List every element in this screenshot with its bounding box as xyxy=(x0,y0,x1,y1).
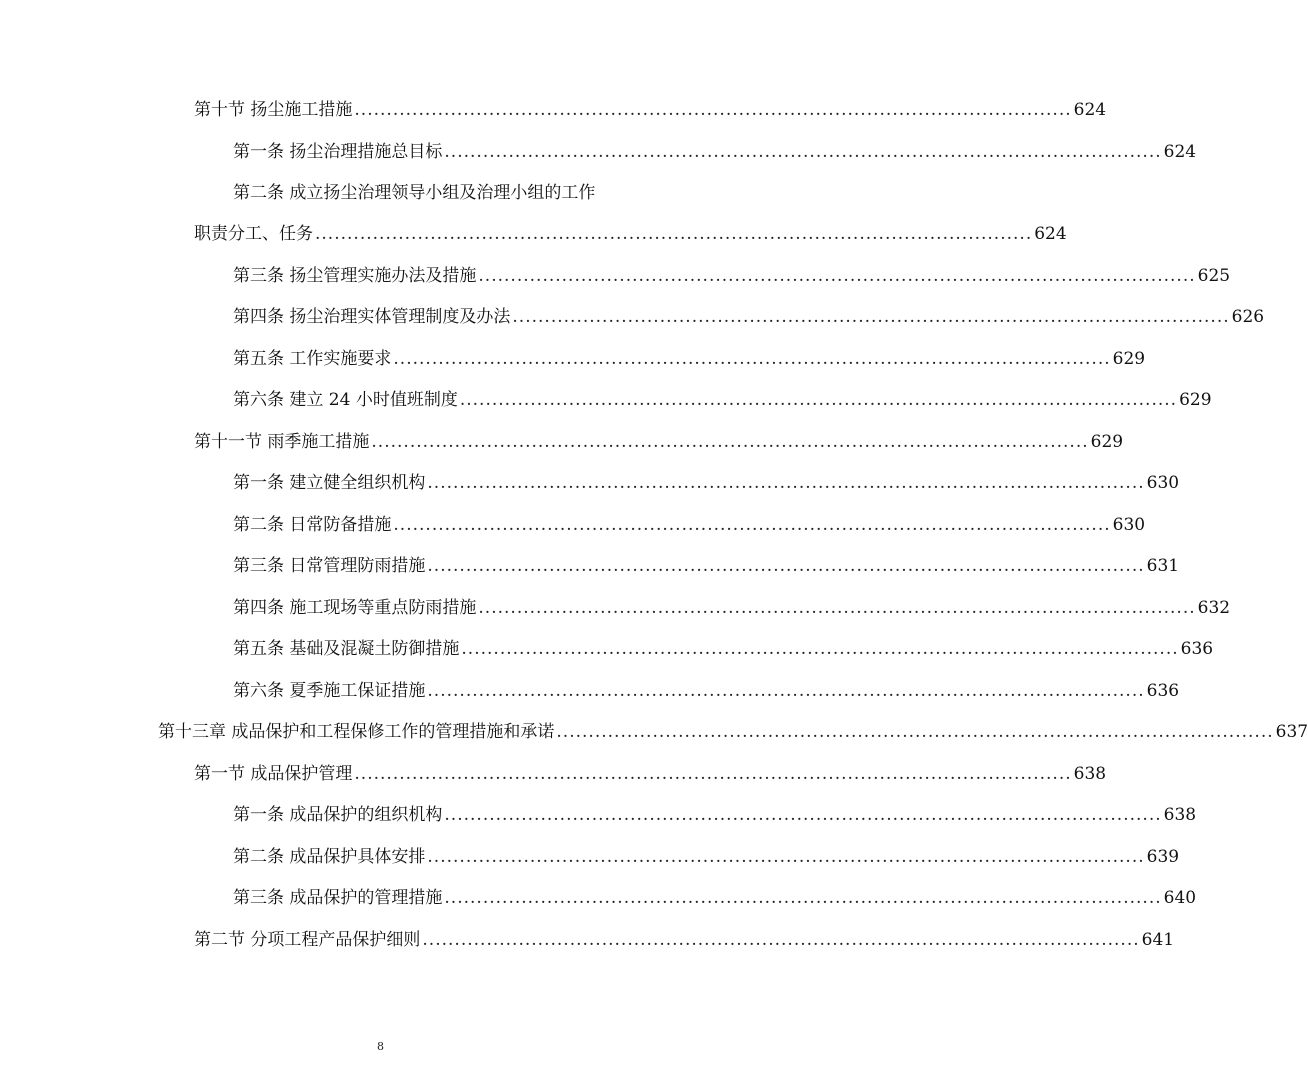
toc-page-number: 638 xyxy=(1073,764,1107,784)
toc-title: 第一节 成品保护管理 xyxy=(194,764,353,784)
dot-leader: ................................................................................................................ xyxy=(478,598,1196,618)
toc-page-number: 638 xyxy=(1163,805,1197,825)
toc-title: 第二节 分项工程产品保护细则 xyxy=(194,930,421,950)
toc-title: 第三条 成品保护的管理措施 xyxy=(233,888,443,908)
toc-entry[interactable] xyxy=(233,886,1197,910)
toc-title: 第十三章 成品保护和工程保修工作的管理措施和承诺 xyxy=(158,722,555,742)
toc-page-number: 637 xyxy=(1275,722,1308,742)
toc-entry[interactable] xyxy=(233,305,1265,329)
dot-leader: ................................................................................................................ xyxy=(422,930,1140,950)
dot-leader: ................................................................................................................ xyxy=(427,847,1145,867)
toc-page-number: 624 xyxy=(1073,100,1107,120)
toc-entry[interactable] xyxy=(233,264,1231,288)
toc-entry[interactable] xyxy=(233,554,1180,578)
toc-entry[interactable] xyxy=(233,596,1231,620)
toc-page-number: 630 xyxy=(1112,515,1146,535)
dot-leader: ................................................................................................................ xyxy=(444,805,1162,825)
dot-leader: ................................................................................................................ xyxy=(427,473,1145,493)
page-number-footer: 8 xyxy=(377,1040,384,1053)
dot-leader: ................................................................................................................ xyxy=(393,349,1111,369)
dot-leader: ................................................................................................................ xyxy=(427,556,1145,576)
toc-page-number: 629 xyxy=(1112,349,1146,369)
toc-title: 职责分工、任务 xyxy=(194,224,313,244)
toc-entry[interactable] xyxy=(233,679,1180,703)
toc-entry[interactable] xyxy=(158,720,1308,744)
dot-leader: ................................................................................................................ xyxy=(459,390,1178,410)
toc-entry[interactable] xyxy=(233,471,1180,495)
toc-title: 第六条 夏季施工保证措施 xyxy=(233,681,426,701)
toc-title: 第一条 建立健全组织机构 xyxy=(233,473,426,493)
toc-page-number: 626 xyxy=(1231,307,1265,327)
toc-page-number: 630 xyxy=(1146,473,1180,493)
toc-title: 第二条 成品保护具体安排 xyxy=(233,847,426,867)
toc-title: 第十一节 雨季施工措施 xyxy=(194,432,370,452)
toc-title: 第五条 基础及混凝土防御措施 xyxy=(233,639,460,659)
toc-title: 第二条 成立扬尘治理领导小组及治理小组的工作 xyxy=(233,183,596,203)
toc-page-number: 629 xyxy=(1090,432,1124,452)
dot-leader: ................................................................................................................ xyxy=(461,639,1179,659)
dot-leader: ................................................................................................................ xyxy=(371,432,1089,452)
toc-page-number: 631 xyxy=(1146,556,1180,576)
dot-leader: ................................................................................................................ xyxy=(444,142,1162,162)
toc-title: 第十节 扬尘施工措施 xyxy=(194,100,353,120)
toc-page-number: 636 xyxy=(1180,639,1214,659)
toc-title: 第四条 施工现场等重点防雨措施 xyxy=(233,598,477,618)
dot-leader: ................................................................................................................ xyxy=(444,888,1162,908)
dot-leader: ................................................................................................................ xyxy=(354,764,1072,784)
dot-leader: ................................................................................................................ xyxy=(393,515,1111,535)
toc-page-number: 632 xyxy=(1197,598,1231,618)
toc-entry[interactable] xyxy=(233,347,1146,371)
dot-leader: ................................................................................................................ xyxy=(556,722,1274,742)
dot-leader: ................................................................................................................ xyxy=(427,681,1145,701)
toc-page-number: 624 xyxy=(1163,142,1197,162)
toc-entry[interactable] xyxy=(233,513,1146,537)
dot-leader: ................................................................................................................ xyxy=(315,224,1033,244)
toc-page-number: 641 xyxy=(1141,930,1175,950)
toc-page-number: 640 xyxy=(1163,888,1197,908)
toc-title: 第四条 扬尘治理实体管理制度及办法 xyxy=(233,307,511,327)
toc-page-number: 639 xyxy=(1146,847,1180,867)
toc-title: 第六条 建立 24 小时值班制度 xyxy=(233,390,458,410)
toc-page-number: 625 xyxy=(1197,266,1231,286)
toc-page-number: 624 xyxy=(1034,224,1067,244)
toc-title: 第一条 扬尘治理措施总目标 xyxy=(233,142,443,162)
toc-entry[interactable] xyxy=(233,803,1197,827)
dot-leader: ................................................................................................................ xyxy=(478,266,1196,286)
toc-title: 第一条 成品保护的组织机构 xyxy=(233,805,443,825)
toc-entry[interactable] xyxy=(233,388,1212,412)
toc-entry[interactable] xyxy=(233,845,1180,869)
toc-title: 第三条 扬尘管理实施办法及措施 xyxy=(233,266,477,286)
toc-entry[interactable] xyxy=(194,430,1124,454)
toc-title: 第二条 日常防备措施 xyxy=(233,515,392,535)
toc-entry[interactable] xyxy=(233,140,1197,164)
toc-title: 第三条 日常管理防雨措施 xyxy=(233,556,426,576)
toc-page-number: 629 xyxy=(1179,390,1212,410)
toc-entry[interactable] xyxy=(194,98,1107,122)
toc-entry[interactable] xyxy=(194,762,1107,786)
toc-entry[interactable] xyxy=(233,181,595,205)
toc-entry[interactable] xyxy=(233,637,1214,661)
toc-entry[interactable] xyxy=(194,928,1175,952)
toc-title: 第五条 工作实施要求 xyxy=(233,349,392,369)
toc-page-number: 636 xyxy=(1146,681,1180,701)
dot-leader: ................................................................................................................ xyxy=(512,307,1230,327)
toc-entry[interactable] xyxy=(194,222,1067,246)
dot-leader: ................................................................................................................ xyxy=(354,100,1072,120)
